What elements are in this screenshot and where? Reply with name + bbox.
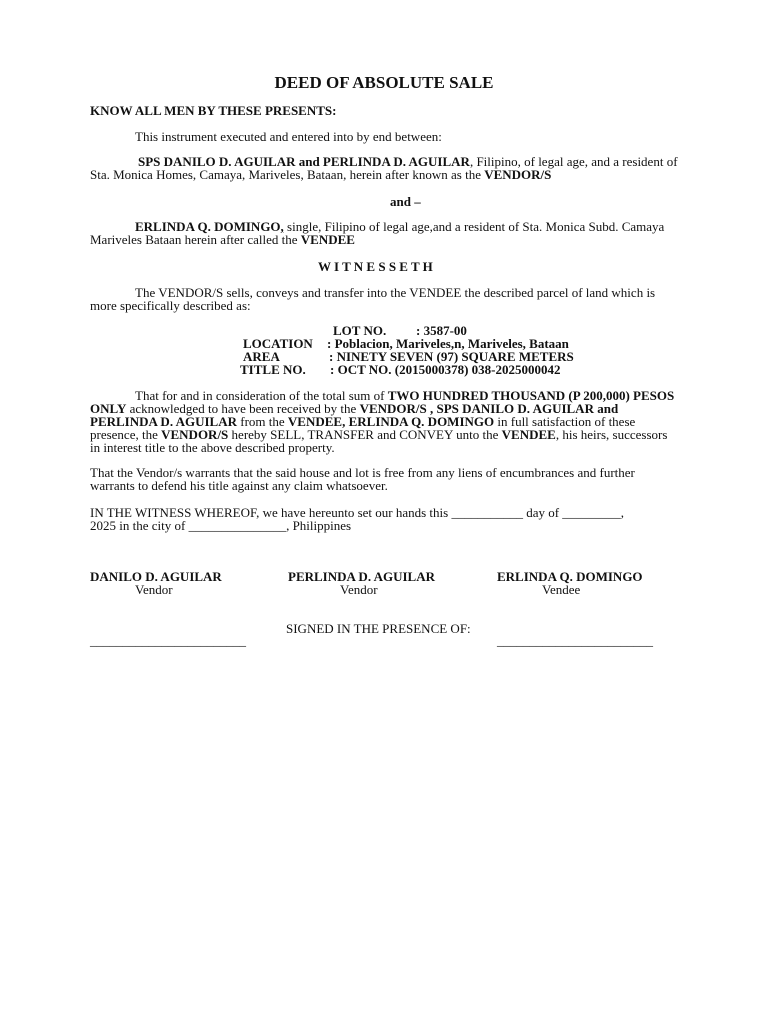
signatory-name: PERLINDA D. AGUILAR	[288, 569, 435, 584]
and-line: and –	[390, 194, 421, 209]
location-value: : Poblacion, Mariveles,n, Mariveles, Bataan	[327, 336, 569, 351]
witness-signature-line: ________________________	[497, 633, 653, 648]
vendor-paragraph	[90, 155, 680, 181]
warrants-paragraph: That the Vendor/s warrants that the said house and lot is free from any liens of encumbrances and further warrants to defend his title against any claim whatsoever.	[90, 465, 635, 493]
consideration-text: hereby SELL, TRANSFER and CONVEY unto the	[228, 427, 502, 442]
vendee-paragraph	[90, 220, 680, 246]
area-label: AREA	[243, 349, 280, 364]
area-value: : NINETY SEVEN (97) SQUARE METERS	[329, 349, 574, 364]
vendor-description: , Filipino, of legal age, and a resident of Sta. Monica Homes, Camaya, Mariveles, Bataan, herein after known as the	[90, 154, 678, 182]
consideration-text: in full satisfaction of these presence, the	[90, 414, 636, 442]
signed-presence-heading: SIGNED IN THE PRESENCE OF:	[286, 621, 471, 636]
document-title: DEED OF ABSOLUTE SALE	[274, 73, 494, 92]
consideration-text: That for and in consideration of the total sum of	[135, 388, 388, 403]
witness-whereof-line2: 2025 in the city of _______________, Philippines	[90, 518, 352, 533]
consideration-text: from the	[237, 414, 288, 429]
intro-text: This instrument executed and entered into by end between:	[135, 129, 442, 144]
signatory-role: Vendee	[542, 582, 581, 597]
title-label: TITLE NO.	[240, 362, 306, 377]
consideration-text: acknowledged to have been received by the	[126, 401, 360, 416]
consideration-vendee: VENDEE	[501, 427, 556, 442]
signatory-name: ERLINDA Q. DOMINGO	[497, 569, 643, 584]
vendor-names: SPS DANILO D. AGUILAR and PERLINDA D. AGUILAR	[138, 154, 470, 169]
signatory-name: DANILO D. AGUILAR	[90, 569, 222, 584]
vendee-comma: ,	[280, 219, 284, 234]
know-all-heading: KNOW ALL MEN BY THESE PRESENTS:	[90, 103, 337, 118]
location-label: LOCATION	[243, 336, 313, 351]
witness-whereof-line1: IN THE WITNESS WHEREOF, we have hereunto set our hands this ___________ day of _________,	[90, 505, 625, 520]
vendee-name: ERLINDA Q. DOMINGO	[135, 219, 281, 234]
witnesseth-heading: W I T N E S S E T H	[318, 259, 433, 274]
lot-value: : 3587-00	[416, 323, 467, 338]
consideration-vendee: VENDEE, ERLINDA Q. DOMINGO	[287, 414, 495, 429]
consideration-vendor: VENDOR/S , SPS DANILO D. AGUILAR and PERLINDA D. AGUILAR	[90, 401, 619, 429]
consideration-amount: TWO HUNDRED THOUSAND (P 200,000) PESOS ONLY	[90, 388, 675, 416]
consideration-paragraph	[90, 389, 680, 454]
sells-paragraph: The VENDOR/S sells, conveys and transfer into the VENDEE the described parcel of land which is more specifically described as:	[90, 285, 656, 313]
consideration-vendor: VENDOR/S	[161, 427, 229, 442]
witness-signature-line: ________________________	[90, 633, 246, 648]
signatory-role: Vendor	[340, 582, 378, 597]
signatory-role: Vendor	[135, 582, 173, 597]
vendee-role: VENDEE	[300, 232, 355, 247]
lot-label: LOT NO.	[333, 323, 387, 338]
vendor-role: VENDOR/S	[484, 167, 552, 182]
consideration-text: , his heirs, successors in interest title to the above described property.	[90, 427, 668, 455]
vendee-description: single, Filipino of legal age,and a resident of Sta. Monica Subd. Camaya Mariveles Bataan herein after called the	[90, 219, 665, 247]
title-value: : OCT NO. (2015000378) 038-2025000042	[330, 362, 561, 377]
